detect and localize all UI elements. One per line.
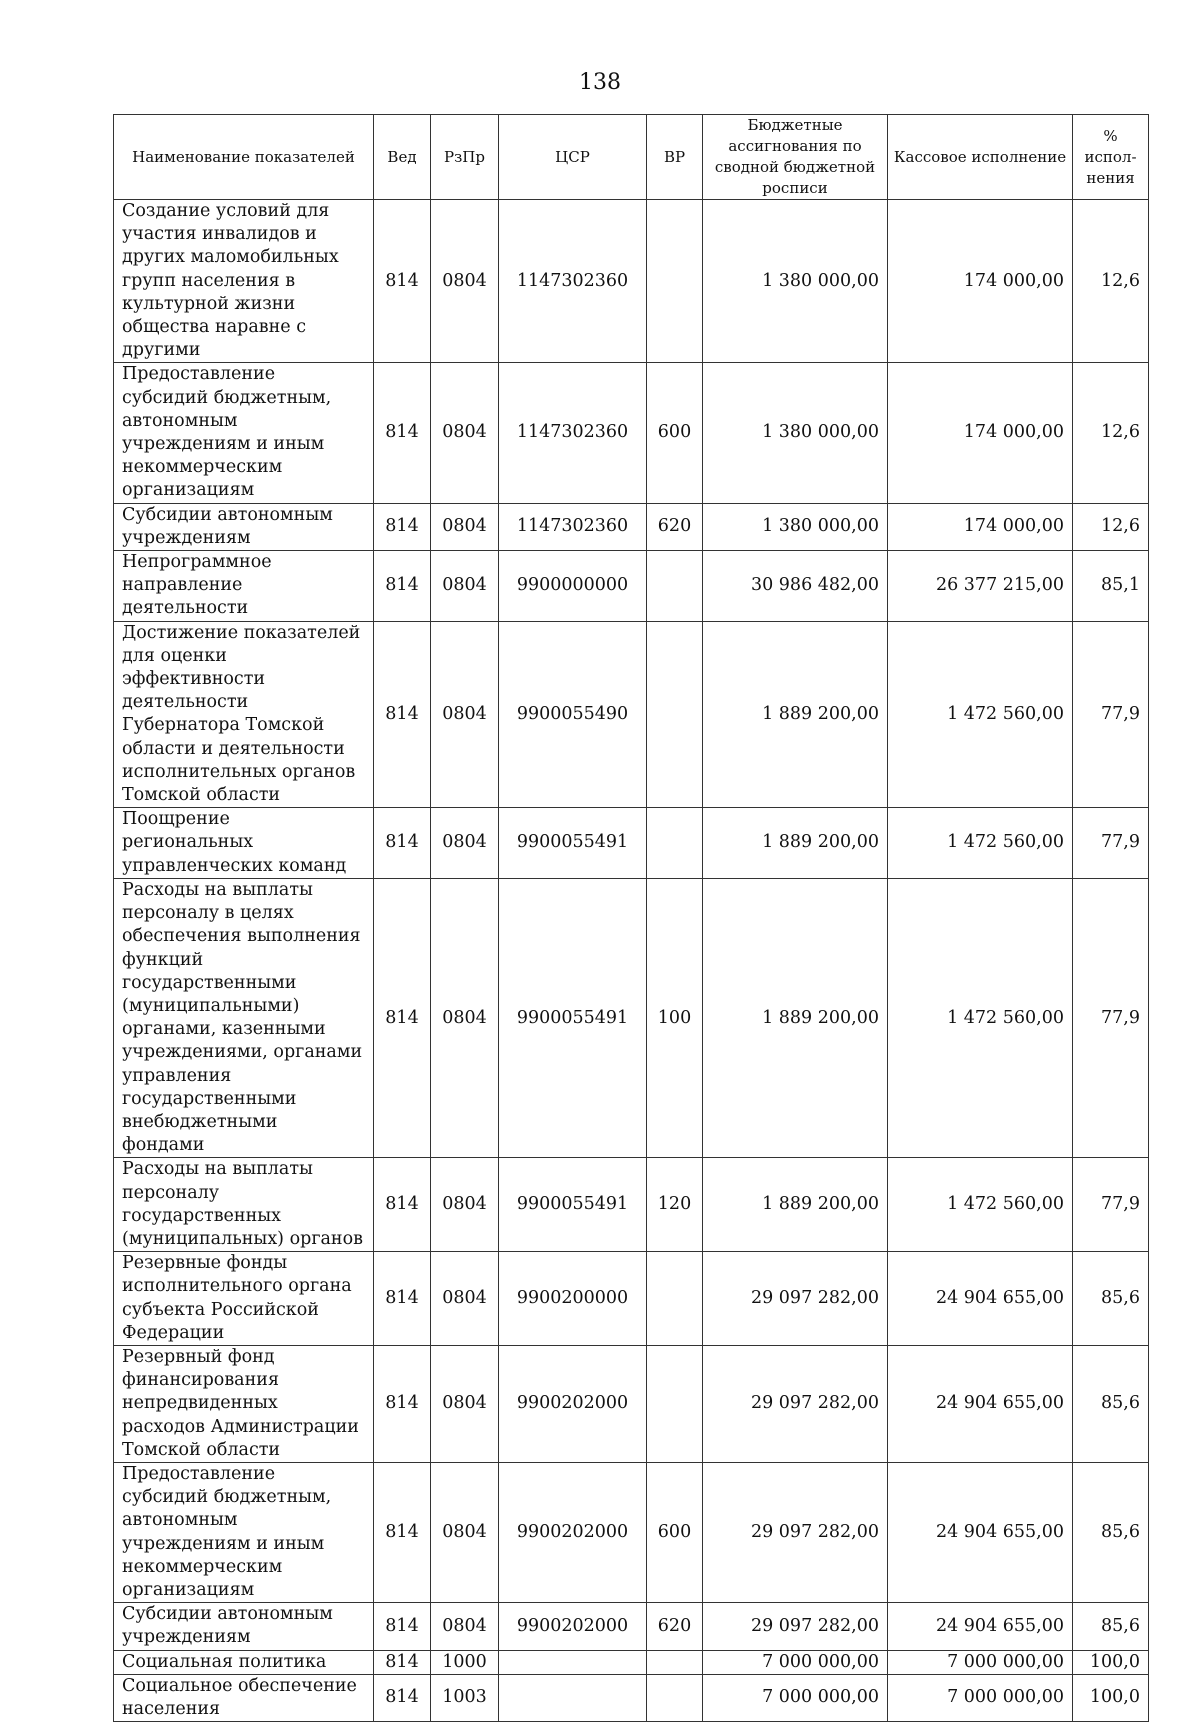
cell-cash: 24 904 655,00: [888, 1252, 1073, 1346]
cell-pct: 12,6: [1073, 503, 1149, 550]
table-row: [114, 551, 1149, 622]
cell-vr: [647, 1345, 703, 1462]
cell-budget: 1 380 000,00: [703, 503, 888, 550]
cell-ved: 814: [374, 200, 431, 363]
cell-rzpr: 0804: [431, 878, 499, 1157]
table-header: [114, 115, 1149, 200]
table-row: [114, 363, 1149, 503]
cell-ved: 814: [374, 1252, 431, 1346]
cell-cash: 1 472 560,00: [888, 621, 1073, 808]
cell-rzpr: 0804: [431, 200, 499, 363]
cell-csr: 9900202000: [499, 1462, 647, 1602]
cell-csr: [499, 1674, 647, 1721]
cell-pct: 100,0: [1073, 1650, 1149, 1674]
cell-csr: 9900000000: [499, 551, 647, 622]
header-budget: Бюджетные ассигнования по сводной бюджетной росписи: [703, 115, 888, 200]
cell-name: Предоставление субсидий бюджетным, автономным учреждениям и иным некоммерческим организациям: [114, 363, 374, 503]
header-cash: Кассовое исполнение: [888, 115, 1073, 200]
cell-cash: 174 000,00: [888, 200, 1073, 363]
cell-csr: 1147302360: [499, 200, 647, 363]
cell-vr: [647, 621, 703, 808]
cell-pct: 85,6: [1073, 1603, 1149, 1650]
cell-vr: 120: [647, 1158, 703, 1252]
cell-pct: 77,9: [1073, 621, 1149, 808]
cell-cash: 1 472 560,00: [888, 808, 1073, 879]
cell-name: Резервные фонды исполнительного органа субъекта Российской Федерации: [114, 1252, 374, 1346]
cell-csr: 1147302360: [499, 363, 647, 503]
cell-ved: 814: [374, 1462, 431, 1602]
cell-budget: 29 097 282,00: [703, 1462, 888, 1602]
cell-ved: 814: [374, 503, 431, 550]
cell-vr: 620: [647, 503, 703, 550]
cell-vr: [647, 1674, 703, 1721]
cell-vr: [647, 1650, 703, 1674]
header-name: Наименование показателей: [114, 115, 374, 200]
cell-budget: 7 000 000,00: [703, 1650, 888, 1674]
cell-budget: 1 889 200,00: [703, 878, 888, 1157]
cell-ved: 814: [374, 1674, 431, 1721]
cell-rzpr: 0804: [431, 1345, 499, 1462]
cell-cash: 174 000,00: [888, 363, 1073, 503]
cell-budget: 29 097 282,00: [703, 1603, 888, 1650]
table-row: [114, 1345, 1149, 1462]
header-row: [114, 115, 1149, 200]
cell-rzpr: 0804: [431, 551, 499, 622]
table-row: [114, 1674, 1149, 1721]
cell-rzpr: 0804: [431, 1462, 499, 1602]
cell-budget: 7 000 000,00: [703, 1674, 888, 1721]
cell-vr: [647, 551, 703, 622]
cell-budget: 29 097 282,00: [703, 1345, 888, 1462]
cell-name: Предоставление субсидий бюджетным, автономным учреждениям и иным некоммерческим организациям: [114, 1462, 374, 1602]
header-rzpr: РзПр: [431, 115, 499, 200]
cell-budget: 29 097 282,00: [703, 1252, 888, 1346]
table-row: [114, 1252, 1149, 1346]
cell-pct: 85,1: [1073, 551, 1149, 622]
cell-vr: 600: [647, 1462, 703, 1602]
table-row: [114, 503, 1149, 550]
cell-csr: 1147302360: [499, 503, 647, 550]
cell-csr: 9900200000: [499, 1252, 647, 1346]
page-number: 138: [579, 70, 621, 95]
cell-ved: 814: [374, 1603, 431, 1650]
cell-csr: 9900202000: [499, 1345, 647, 1462]
cell-csr: 9900055490: [499, 621, 647, 808]
cell-csr: 9900202000: [499, 1603, 647, 1650]
cell-cash: 24 904 655,00: [888, 1345, 1073, 1462]
cell-vr: 620: [647, 1603, 703, 1650]
cell-ved: 814: [374, 878, 431, 1157]
cell-csr: 9900055491: [499, 1158, 647, 1252]
cell-budget: 1 889 200,00: [703, 1158, 888, 1252]
cell-cash: 7 000 000,00: [888, 1650, 1073, 1674]
cell-name: Социальная политика: [114, 1650, 374, 1674]
cell-name: Социальное обеспечение населения: [114, 1674, 374, 1721]
cell-cash: 26 377 215,00: [888, 551, 1073, 622]
cell-pct: 77,9: [1073, 808, 1149, 879]
cell-name: Достижение показателей для оценки эффективности деятельности Губернатора Томской области и деятельности исполнительных органов Томской области: [114, 621, 374, 808]
header-csr: ЦСР: [499, 115, 647, 200]
cell-name: Субсидии автономным учреждениям: [114, 1603, 374, 1650]
cell-name: Резервный фонд финансирования непредвиденных расходов Администрации Томской области: [114, 1345, 374, 1462]
cell-csr: 9900055491: [499, 878, 647, 1157]
cell-budget: 1 380 000,00: [703, 200, 888, 363]
cell-rzpr: 0804: [431, 363, 499, 503]
header-vr: ВР: [647, 115, 703, 200]
cell-ved: 814: [374, 621, 431, 808]
cell-csr: 9900055491: [499, 808, 647, 879]
table-row: [114, 1158, 1149, 1252]
cell-cash: 7 000 000,00: [888, 1674, 1073, 1721]
cell-vr: [647, 808, 703, 879]
cell-pct: 12,6: [1073, 200, 1149, 363]
header-ved: Вед: [374, 115, 431, 200]
cell-name: Субсидии автономным учреждениям: [114, 503, 374, 550]
table-row: [114, 621, 1149, 808]
cell-rzpr: 0804: [431, 1252, 499, 1346]
cell-name: Непрограммное направление деятельности: [114, 551, 374, 622]
cell-vr: [647, 200, 703, 363]
cell-budget: 1 380 000,00: [703, 363, 888, 503]
cell-rzpr: 1000: [431, 1650, 499, 1674]
cell-budget: 1 889 200,00: [703, 621, 888, 808]
cell-pct: 100,0: [1073, 1674, 1149, 1721]
cell-cash: 174 000,00: [888, 503, 1073, 550]
table-row: [114, 200, 1149, 363]
table-row: [114, 878, 1149, 1157]
cell-ved: 814: [374, 1345, 431, 1462]
cell-pct: 12,6: [1073, 363, 1149, 503]
table-row: [114, 1650, 1149, 1674]
table-row: [114, 808, 1149, 879]
header-pct: % испол-нения: [1073, 115, 1149, 200]
cell-budget: 30 986 482,00: [703, 551, 888, 622]
cell-pct: 85,6: [1073, 1345, 1149, 1462]
cell-ved: 814: [374, 1650, 431, 1674]
cell-name: Расходы на выплаты персоналу государственных (муниципальных) органов: [114, 1158, 374, 1252]
cell-cash: 24 904 655,00: [888, 1462, 1073, 1602]
cell-cash: 24 904 655,00: [888, 1603, 1073, 1650]
cell-vr: 100: [647, 878, 703, 1157]
cell-cash: 1 472 560,00: [888, 1158, 1073, 1252]
cell-ved: 814: [374, 1158, 431, 1252]
table-row: [114, 1603, 1149, 1650]
cell-rzpr: 0804: [431, 503, 499, 550]
cell-pct: 85,6: [1073, 1252, 1149, 1346]
cell-ved: 814: [374, 363, 431, 503]
cell-rzpr: 0804: [431, 1603, 499, 1650]
cell-pct: 77,9: [1073, 1158, 1149, 1252]
table-row: [114, 1462, 1149, 1602]
cell-vr: 600: [647, 363, 703, 503]
cell-name: Поощрение региональных управленческих команд: [114, 808, 374, 879]
cell-rzpr: 1003: [431, 1674, 499, 1721]
cell-cash: 1 472 560,00: [888, 878, 1073, 1157]
cell-csr: [499, 1650, 647, 1674]
cell-budget: 1 889 200,00: [703, 808, 888, 879]
cell-vr: [647, 1252, 703, 1346]
budget-execution-table: [113, 114, 1149, 1722]
cell-ved: 814: [374, 808, 431, 879]
cell-ved: 814: [374, 551, 431, 622]
cell-rzpr: 0804: [431, 808, 499, 879]
cell-name: Создание условий для участия инвалидов и других маломобильных групп населения в культурной жизни общества наравне с другими: [114, 200, 374, 363]
cell-pct: 77,9: [1073, 878, 1149, 1157]
cell-rzpr: 0804: [431, 1158, 499, 1252]
table-body: [114, 200, 1149, 1722]
cell-pct: 85,6: [1073, 1462, 1149, 1602]
cell-name: Расходы на выплаты персоналу в целях обеспечения выполнения функций государственными (муниципальными) органами, казенными учреждениями, органами управления государственными внебюджетными фондами: [114, 878, 374, 1157]
cell-rzpr: 0804: [431, 621, 499, 808]
